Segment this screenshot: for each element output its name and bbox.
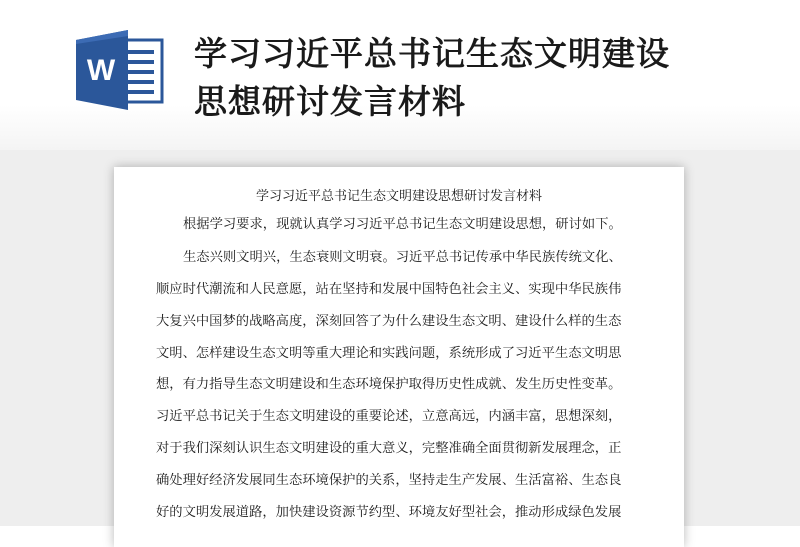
document-line: 大复兴中国梦的战略高度，深刻回答了为什么建设生态文明、建设什么样的生态 <box>156 314 622 329</box>
title-line-1: 学习习近平总书记生态文明建设 <box>194 34 670 73</box>
document-line: 顺应时代潮流和人民意愿，站在坚持和发展中国特色社会主义、实现中华民族伟 <box>156 282 622 297</box>
page-title <box>194 30 784 126</box>
document-line: 想，有力指导生态文明建设和生态环境保护取得历史性成就、发生历史性变革。 <box>156 377 622 392</box>
document-line: 对于我们深刻认识生态文明建设的重大意义，完整准确全面贯彻新发展理念，正 <box>156 441 622 456</box>
word-logo-letter: W <box>86 54 116 87</box>
document-line: 好的文明发展道路，加快建设资源节约型、环境友好型社会，推动形成绿色发展 <box>156 505 622 520</box>
document-title: 学习习近平总书记生态文明建设思想研讨发言材料 <box>255 189 542 204</box>
document-line: 确处理好经济发展同生态环境保护的关系，坚持走生产发展、生活富裕、生态良 <box>156 473 622 488</box>
document-line: 根据学习要求，现就认真学习习近平总书记生态文明建设思想，研讨如下。 <box>183 217 622 232</box>
document-line: 文明、怎样建设生态文明等重大理论和实践问题，系统形成了习近平生态文明思 <box>156 346 622 361</box>
document-line: 习近平总书记关于生态文明建设的重要论述，立意高远，内涵丰富，思想深刻， <box>156 409 622 424</box>
word-app-icon <box>76 30 164 110</box>
title-line-2: 思想研讨发言材料 <box>194 82 466 121</box>
document-line: 生态兴则文明兴，生态衰则文明衰。习近平总书记传承中华民族传统文化、 <box>183 250 622 265</box>
document-page <box>114 167 684 547</box>
